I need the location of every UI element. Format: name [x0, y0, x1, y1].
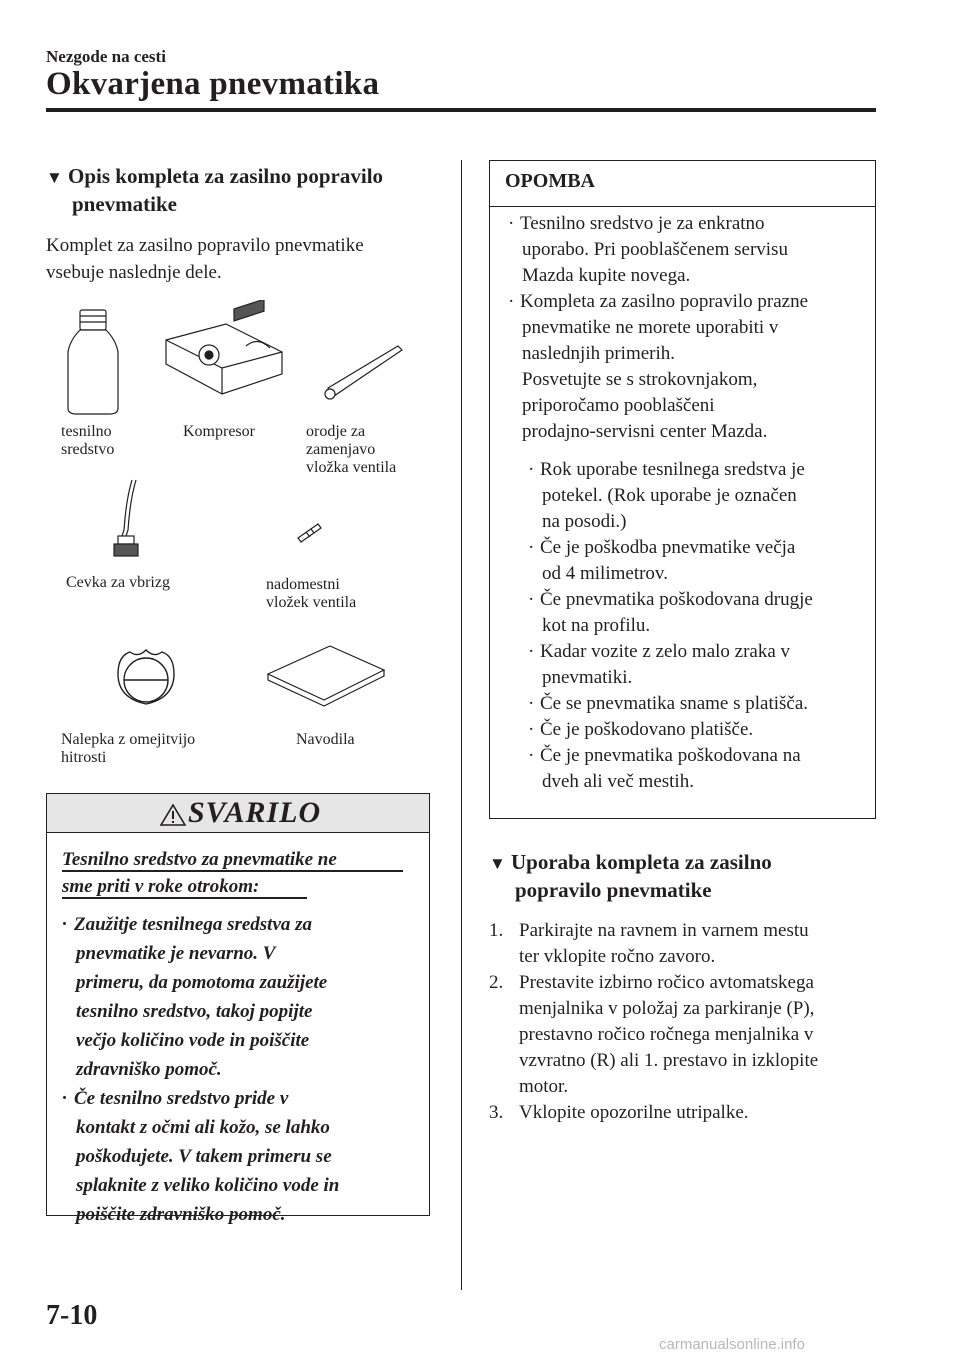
label-valve-tool: orodje za zamenjavo vložka ventila	[306, 423, 397, 476]
triangle-marker-icon: ▼	[489, 854, 506, 873]
sealant-bottle-icon	[68, 310, 118, 414]
valve-core-icon	[298, 524, 321, 542]
injection-hose-icon	[114, 480, 138, 556]
warning-underline-1	[62, 870, 403, 872]
manual-book-icon	[268, 646, 384, 706]
note-sublist	[508, 457, 813, 795]
note-box	[489, 160, 876, 819]
step-1: 1. Parkirajte na ravnem in varnem mestu ter vklopite ročno zavoro.	[489, 920, 809, 967]
warning-item-2: · Če tesnilno sredstvo pride v kontakt z očmi ali kožo, se lahko poškodujete. V takem primeru se splaknite z veliko količino vode in poiščite zdravniško pomoč.	[62, 1088, 340, 1225]
column-divider	[461, 160, 462, 1290]
chapter-label: Nezgode na cesti	[46, 47, 166, 66]
note-subitem-1: · Rok uporabe tesnilnega sredstva je potekel. (Rok uporabe je označen na posodi.)	[528, 459, 805, 532]
label-speed-sticker: Nalepka z omejitvijo hitrosti	[61, 731, 196, 766]
note-item-2: · Kompleta za zasilno popravilo prazne pnevmatike ne morete uporabiti v naslednjih primerih. Posvetujte se s strokovnjakom, priporočamo pooblaščeni prodajno-servisni center Mazda.	[508, 291, 809, 442]
label-sealant: tesnilno sredstvo	[61, 423, 115, 458]
warning-header	[47, 794, 429, 833]
label-compressor: Kompresor	[183, 423, 255, 440]
label-manual: Navodila	[296, 731, 355, 748]
note-subitem-3: · Če pnevmatika poškodovana drugje kot na profilu.	[528, 589, 813, 636]
triangle-marker-icon: ▼	[46, 168, 63, 187]
step-3: 3. Vklopite opozorilne utripalke.	[489, 1102, 749, 1123]
label-hose: Cevka za vbrizg	[66, 574, 170, 591]
kit-parts-illustration	[46, 300, 430, 770]
note-subitem-7: · Če je pnevmatika poškodovana na dveh ali več mestih.	[528, 745, 801, 792]
title-rule	[46, 108, 876, 112]
page-title: Okvarjena pnevmatika	[46, 66, 380, 102]
page-number: 7-10	[46, 1300, 98, 1331]
watermark: carmanualsonline.info	[659, 1336, 805, 1353]
section-heading-kit-description: ▼ Opis kompleta za zasilno popravilo pnevmatike	[46, 164, 384, 216]
warning-underline-2	[62, 897, 307, 899]
compressor-icon	[166, 300, 282, 394]
warning-title: SVARILO	[188, 796, 322, 829]
step-2: 2. Prestavite izbirno ročico avtomatskega menjalnika v položaj za parkiranje (P), prestavno ročico ročnega menjalnika v vzvratno (R) ali 1. prestavo in izklopite motor.	[489, 972, 819, 1097]
section-heading-kit-usage: ▼ Uporaba kompleta za zasilno popravilo pnevmatike	[489, 850, 772, 902]
warning-item-1: · Zaužitje tesnilnega sredstva za pnevmatike je nevarno. V primeru, da pomotoma zaužijete tesnilno sredstvo, takoj popijte večjo količino vode in poiščite zdravniško pomoč.	[62, 914, 328, 1080]
label-valve-core: nadomestni vložek ventila	[266, 576, 357, 611]
note-item-1: · Tesnilno sredstvo je za enkratno uporabo. Pri pooblaščenem servisu Mazda kupite novega.	[508, 213, 788, 286]
steps-list	[489, 918, 818, 1126]
warning-box	[46, 793, 430, 1225]
note-subitem-2: · Če je poškodba pnevmatike večja od 4 milimetrov.	[528, 537, 796, 584]
note-header	[490, 161, 875, 207]
note-subitem-5: · Če se pnevmatika sname s platišča.	[528, 693, 809, 714]
warning-lead: Tesnilno sredstvo za pnevmatike ne sme priti v roke otrokom:	[62, 849, 337, 897]
warning-list	[62, 910, 339, 1229]
note-subitem-6: · Če je poškodovano platišče.	[528, 719, 754, 740]
valve-tool-icon	[325, 346, 402, 399]
note-title: OPOMBA	[505, 170, 595, 192]
note-list	[508, 211, 813, 795]
intro-paragraph: Komplet za zasilno popravilo pnevmatike vsebuje naslednje dele.	[46, 235, 364, 283]
speed-sticker-icon	[118, 650, 174, 704]
note-subitem-4: · Kadar vozite z zelo malo zraka v pnevmatiki.	[528, 641, 791, 688]
warning-triangle-icon	[160, 804, 186, 826]
